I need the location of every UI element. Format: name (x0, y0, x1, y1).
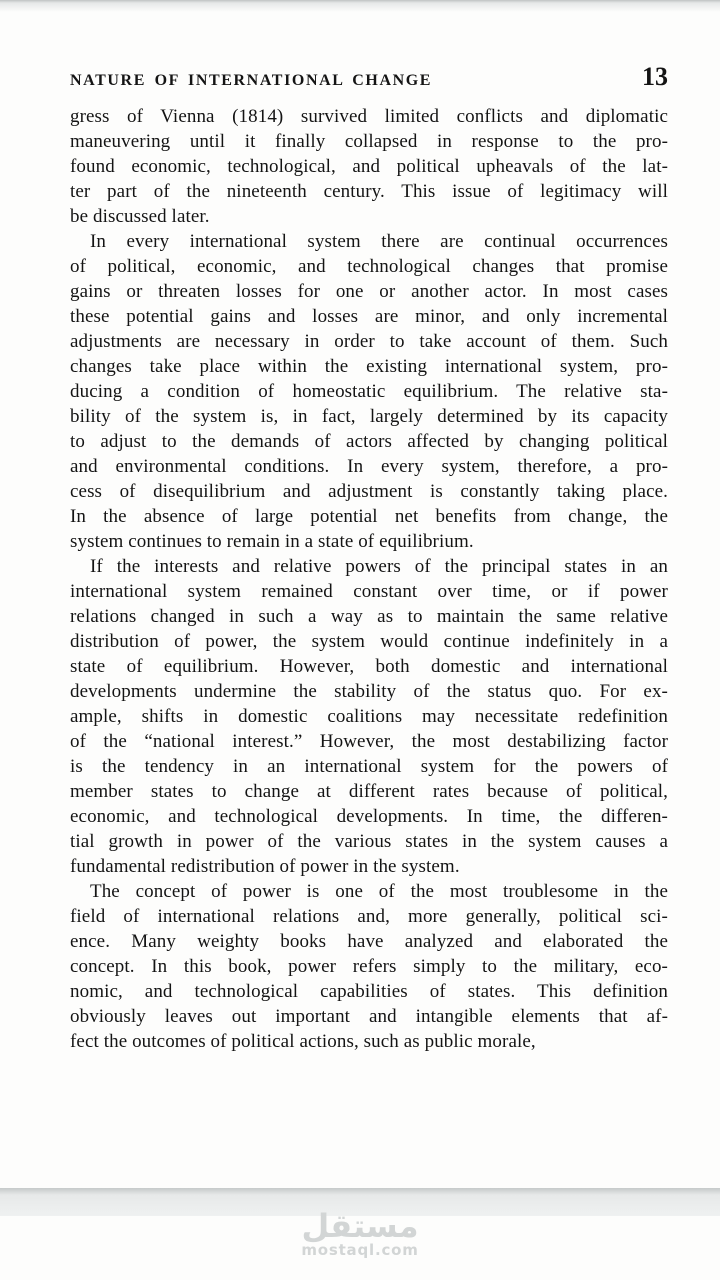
watermark-site-text: mostaql.com (301, 1241, 419, 1259)
text-line: concept. In this book, power refers simply to the military, eco- (70, 956, 668, 977)
text-line: and environmental conditions. In every system, therefore, a pro- (70, 456, 668, 477)
text-line: gains or threaten losses for one or another actor. In most cases (70, 281, 668, 302)
paragraph (70, 879, 668, 1054)
text-line: economic, and technological developments. In time, the differen- (70, 806, 668, 827)
text-line: of political, economic, and technological changes that promise (70, 256, 668, 277)
text-line: to adjust to the demands of actors affected by changing political (70, 431, 668, 452)
text-line: system continues to remain in a state of equilibrium. (70, 531, 474, 552)
text-line: maneuvering until it finally collapsed in response to the pro- (70, 131, 668, 152)
running-header (70, 64, 668, 90)
page-top-shadow (0, 0, 720, 12)
text-line: developments undermine the stability of the status quo. For ex- (70, 681, 668, 702)
text-line: fundamental redistribution of power in the system. (70, 856, 460, 877)
paragraph (70, 229, 668, 554)
text-line: member states to change at different rates because of political, (70, 781, 668, 802)
text-line: field of international relations and, more generally, political sci- (70, 906, 668, 927)
text-line: international system remained constant over time, or if power (70, 581, 668, 602)
text-line: of the “national interest.” However, the most destabilizing factor (70, 731, 668, 752)
text-line: obviously leaves out important and intangible elements that af- (70, 1006, 668, 1027)
text-line: The concept of power is one of the most troublesome in the (90, 881, 668, 902)
mostaql-logo-icon: مستقل (301, 1207, 419, 1245)
text-line: If the interests and relative powers of the principal states in an (90, 556, 668, 577)
text-line: is the tendency in an international system for the powers of (70, 756, 668, 777)
text-line: changes take place within the existing international system, pro- (70, 356, 668, 377)
text-line: relations changed in such a way as to maintain the same relative (70, 606, 668, 627)
watermark (0, 1207, 720, 1259)
text-line: state of equilibrium. However, both domestic and international (70, 656, 668, 677)
text-line: nomic, and technological capabilities of states. This definition (70, 981, 668, 1002)
text-line: ter part of the nineteenth century. This issue of legitimacy will (70, 181, 668, 202)
paragraph (70, 554, 668, 879)
text-line: distribution of power, the system would continue indefinitely in a (70, 631, 668, 652)
text-line: ample, shifts in domestic coalitions may necessitate redefinition (70, 706, 668, 727)
text-line: ducing a condition of homeostatic equilibrium. The relative sta- (70, 381, 668, 402)
text-line: In the absence of large potential net benefits from change, the (70, 506, 668, 527)
text-line: tial growth in power of the various states in the system causes a (70, 831, 668, 852)
text-line: found economic, technological, and political upheavals of the lat- (70, 156, 668, 177)
page-body (70, 104, 668, 1054)
text-line: ence. Many weighty books have analyzed and elaborated the (70, 931, 668, 952)
text-line: cess of disequilibrium and adjustment is constantly taking place. (70, 481, 668, 502)
text-line: gress of Vienna (1814) survived limited conflicts and diplomatic (70, 106, 668, 127)
text-line: adjustments are necessary in order to take account of them. Such (70, 331, 668, 352)
text-line: fect the outcomes of political actions, such as public morale, (70, 1031, 536, 1052)
text-line: In every international system there are continual occurrences (90, 231, 668, 252)
page-number: 13 (642, 62, 668, 91)
text-line: these potential gains and losses are minor, and only incremental (70, 306, 668, 327)
running-title: NATURE OF INTERNATIONAL CHANGE (70, 72, 433, 89)
paragraph (70, 104, 668, 229)
text-line: be discussed later. (70, 206, 210, 227)
text-line: bility of the system is, in fact, largely determined by its capacity (70, 406, 668, 427)
